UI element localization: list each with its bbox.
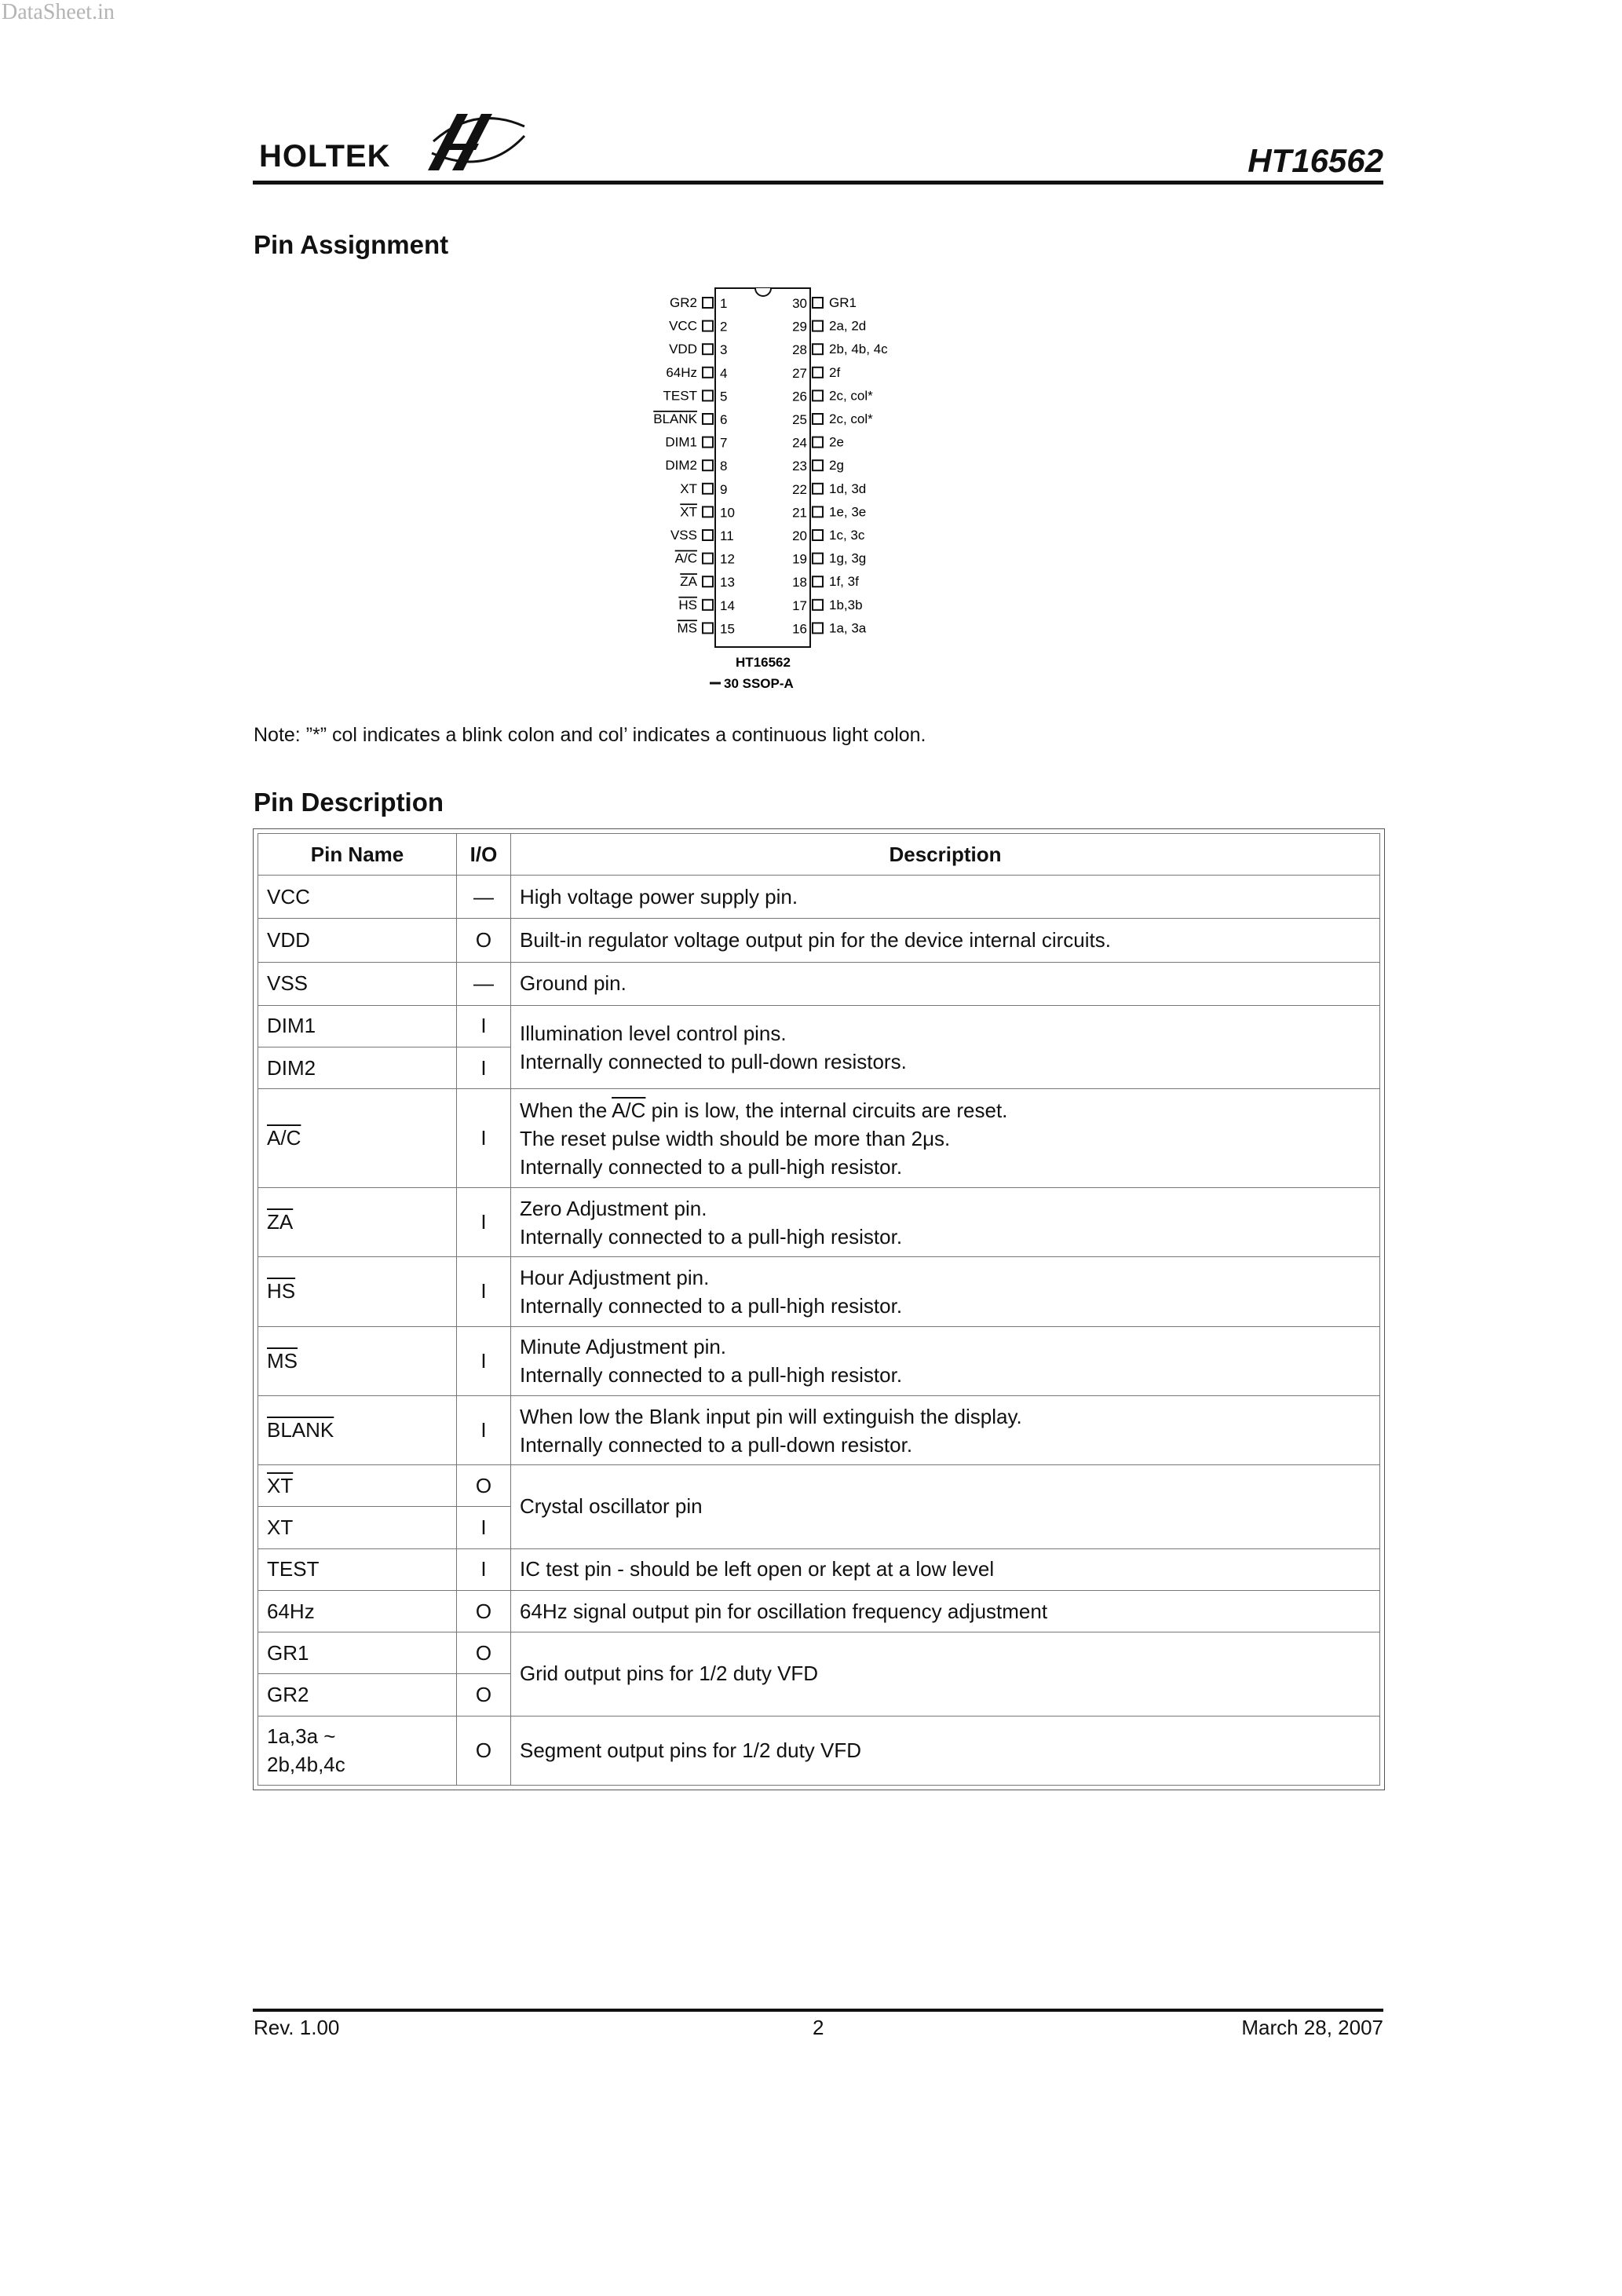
pin-pad — [813, 344, 823, 354]
pin-label: VDD — [669, 342, 697, 357]
pin-desc: Crystal oscillator pin — [511, 1465, 1380, 1548]
pin-desc-line — [520, 1096, 1371, 1124]
ic-pin-20 — [792, 528, 865, 543]
pin-io: O — [457, 1674, 511, 1716]
pin-label: BLANK — [653, 411, 697, 426]
table-row — [258, 1548, 1380, 1590]
pin-desc — [511, 1089, 1380, 1188]
pin-name — [258, 1716, 457, 1785]
logo-text: HOLTEK — [259, 139, 391, 174]
pin-name-line: 1a,3a ~ — [267, 1724, 336, 1749]
ic-pin-26 — [792, 388, 873, 404]
pin-number: 11 — [720, 528, 734, 543]
pin-desc: Ground pin. — [511, 962, 1380, 1005]
pin-io: I — [457, 1005, 511, 1047]
pin-desc-line: Zero Adjustment pin. — [520, 1196, 707, 1220]
pin-number: 24 — [792, 435, 807, 451]
pin-name — [258, 1187, 457, 1256]
pin-number: 19 — [792, 551, 807, 567]
pin-number: 21 — [792, 505, 807, 521]
package-label: 30 SSOP-A — [724, 676, 794, 691]
ic-pin-27 — [792, 365, 840, 381]
ic-notch — [755, 288, 771, 296]
pin-desc: Grid output pins for 1/2 duty VFD — [511, 1632, 1380, 1716]
ic-pin-7 — [665, 435, 727, 451]
pin-pad — [813, 460, 823, 470]
ic-pin-5 — [663, 388, 728, 404]
table-row — [258, 1005, 1380, 1047]
pin-label: 1a, 3a — [829, 620, 867, 636]
pin-desc-line: The reset pulse width should be more than 2μs. — [520, 1126, 951, 1150]
ic-pin-30 — [792, 295, 857, 311]
pin-desc: High voltage power supply pin. — [511, 876, 1380, 919]
ic-pin-22 — [792, 481, 866, 497]
ic-pin-18 — [792, 574, 859, 590]
right-pins — [792, 295, 888, 636]
pin-number: 16 — [792, 621, 807, 637]
pin-pad — [813, 554, 823, 564]
ic-pin-12 — [675, 551, 735, 567]
pin-name: GR2 — [258, 1674, 457, 1716]
table-row — [258, 876, 1380, 919]
pin-name: 64Hz — [258, 1590, 457, 1632]
pin-desc: Segment output pins for 1/2 duty VFD — [511, 1716, 1380, 1785]
pin-pad — [813, 390, 823, 400]
ic-pin-9 — [680, 481, 727, 497]
pin-number: 17 — [792, 598, 807, 613]
pin-label: 2f — [829, 364, 841, 380]
pin-label: 2b, 4b, 4c — [829, 342, 888, 357]
pin-io: — — [457, 876, 511, 919]
pin-label: XT — [680, 504, 697, 520]
pin-desc-overline: A/C — [612, 1098, 646, 1122]
pin-label: VCC — [669, 318, 697, 334]
pin-pad — [703, 298, 713, 308]
pin-label: MS — [677, 620, 697, 636]
table-row — [258, 1187, 1380, 1256]
pin-io: I — [457, 1187, 511, 1256]
pin-number: 1 — [720, 296, 728, 311]
ic-pin-21 — [792, 504, 866, 520]
table-row — [258, 919, 1380, 962]
footer-page-number: 2 — [813, 2016, 824, 2039]
pin-label: GR1 — [829, 295, 857, 310]
pin-pad — [703, 506, 713, 517]
ic-pin-1 — [670, 295, 727, 311]
pin-label: 1b,3b — [829, 597, 863, 612]
pin-pad — [703, 600, 713, 610]
pin-name-line: 2b,4b,4c — [267, 1753, 345, 1777]
pin-label: 1c, 3c — [829, 528, 865, 543]
pin-desc — [511, 1005, 1380, 1088]
left-pins — [653, 295, 735, 636]
ic-pin-4 — [666, 365, 727, 381]
pin-pad — [703, 460, 713, 470]
pin-desc: 64Hz signal output pin for oscillation frequency adjustment — [511, 1590, 1380, 1632]
pin-number: 12 — [720, 551, 735, 567]
pin-pad — [703, 623, 713, 633]
pin-io: I — [457, 1395, 511, 1464]
pin-number: 13 — [720, 575, 735, 590]
pin-io: I — [457, 1089, 511, 1188]
pin-name-overline: $\overline{XT}$ — [267, 1473, 294, 1497]
pin-desc: Built-in regulator voltage output pin for the device internal circuits. — [511, 919, 1380, 962]
pin-desc-line: When low the Blank input pin will extinguish the display. — [520, 1404, 1022, 1428]
pin-name: DIM2 — [258, 1047, 457, 1089]
note-text: Note: ”*” col indicates a blink colon and col’ indicates a continuous light colon. — [254, 724, 926, 746]
ic-pin-14 — [678, 598, 735, 613]
pin-description-heading: Pin Description — [254, 788, 444, 817]
pin-pad — [703, 530, 713, 540]
pin-label: 2a, 2d — [829, 318, 867, 334]
pin-number: 28 — [792, 342, 807, 358]
ic-pin-13 — [680, 574, 735, 590]
pin-desc-text: When the — [520, 1098, 612, 1122]
pin-name — [258, 1326, 457, 1395]
pin-name-overline: BLANK — [267, 1418, 334, 1442]
pin-pad — [703, 437, 713, 448]
pin-label: GR2 — [670, 295, 697, 310]
ic-pin-6 — [653, 411, 727, 427]
pin-desc-line: Internally connected to a pull-high resistor. — [520, 1154, 903, 1179]
footer-revision: Rev. 1.00 — [254, 2016, 340, 2039]
pin-assignment-heading: Pin Assignment — [254, 230, 449, 259]
pin-pad — [813, 367, 823, 378]
package-part-label: HT16562 — [736, 655, 791, 670]
pin-io: I — [457, 1047, 511, 1089]
pin-number: 14 — [720, 598, 735, 613]
pin-label: VSS — [670, 528, 697, 543]
table-row — [258, 1326, 1380, 1395]
pin-label: DIM1 — [665, 434, 697, 450]
pin-label: 1f, 3f — [829, 574, 859, 590]
header-description: Description — [511, 834, 1380, 876]
header-pin-name: Pin Name — [258, 834, 457, 876]
ic-pin-16 — [792, 620, 867, 636]
pin-desc — [511, 1395, 1380, 1464]
pin-name: VSS — [258, 962, 457, 1005]
pin-label: ZA — [680, 574, 697, 590]
pin-name — [258, 1257, 457, 1326]
pin-number: 7 — [720, 435, 728, 451]
pin-number: 29 — [792, 319, 807, 335]
pin-desc-line: Illumination level control pins. — [520, 1021, 787, 1045]
pin-name — [258, 1089, 457, 1188]
pin-number: 20 — [792, 528, 807, 543]
pin-io: O — [457, 1590, 511, 1632]
pin-pad — [813, 484, 823, 494]
ic-pin-15 — [678, 620, 735, 636]
pin-pad — [703, 554, 713, 564]
pin-number: 8 — [720, 459, 728, 474]
pin-number: 30 — [792, 296, 807, 311]
pin-name: TEST — [258, 1548, 457, 1590]
watermark: DataSheet.in — [2, 0, 115, 24]
pin-number: 9 — [720, 481, 728, 497]
pin-name: VCC — [258, 876, 457, 919]
ic-pin-23 — [792, 458, 844, 473]
ic-pin-24 — [792, 435, 844, 451]
pin-number: 15 — [720, 621, 735, 637]
table-header-row — [258, 834, 1380, 876]
pin-number: 18 — [792, 575, 807, 590]
table-row — [258, 1395, 1380, 1464]
pin-desc-text: pin is low, the internal circuits are reset. — [645, 1098, 1008, 1122]
pin-name-overline: $\overline{ZA}$ — [267, 1210, 294, 1234]
header-io: I/O — [457, 834, 511, 876]
pin-desc-line: Internally connected to a pull-high resistor. — [520, 1363, 903, 1387]
pin-label: 2c, col* — [829, 388, 873, 404]
pin-name: XT — [258, 1507, 457, 1548]
pin-name: VDD — [258, 919, 457, 962]
pin-io: O — [457, 1632, 511, 1674]
pin-desc — [511, 1187, 1380, 1256]
pin-number: 4 — [720, 365, 728, 381]
pin-pad — [703, 390, 713, 400]
pin-io: — — [457, 962, 511, 1005]
ic-pin-29 — [792, 319, 866, 335]
pin-pad — [703, 344, 713, 354]
table-row — [258, 1465, 1380, 1507]
footer-rule — [253, 2009, 1383, 2012]
pin-number: 2 — [720, 319, 728, 335]
pin-pad — [703, 367, 713, 378]
pin-label: DIM2 — [665, 458, 697, 473]
ic-pin-11 — [670, 528, 734, 543]
pin-pad — [813, 576, 823, 587]
pin-io: I — [457, 1507, 511, 1548]
pin-io: O — [457, 1465, 511, 1507]
pin-label: 2g — [829, 458, 844, 473]
pin-pad — [703, 414, 713, 424]
pin-desc-line: Hour Adjustment pin. — [520, 1265, 710, 1289]
pin-desc-line: Internally connected to pull-down resistors. — [520, 1049, 907, 1073]
pin-name-overline: A/C — [267, 1126, 301, 1150]
pin-name-overline: $\overline{HS}$ — [267, 1279, 296, 1303]
ic-pin-25 — [792, 411, 873, 427]
footer-date: March 28, 2007 — [1241, 2016, 1383, 2039]
pin-number: 3 — [720, 342, 728, 358]
pin-io: I — [457, 1548, 511, 1590]
part-number: HT16562 — [1248, 142, 1383, 179]
pin-io: O — [457, 1716, 511, 1785]
ic-pin-10 — [680, 504, 735, 520]
pin-name-overline: $\overline{MS}$ — [267, 1348, 298, 1373]
page-header — [253, 90, 1383, 185]
pin-label: XT — [680, 481, 697, 496]
pin-label: HS — [678, 597, 697, 612]
ic-pin-19 — [792, 551, 866, 567]
pin-pad — [813, 321, 823, 331]
pin-label: 1g, 3g — [829, 550, 867, 566]
ic-pin-2 — [669, 319, 727, 335]
pin-assignment-diagram — [628, 279, 958, 699]
pin-label: 1e, 3e — [829, 504, 867, 520]
pin-label: 1d, 3d — [829, 481, 867, 496]
pin-pad — [703, 576, 713, 587]
pin-number: 10 — [720, 505, 735, 521]
pin-name: GR1 — [258, 1632, 457, 1674]
pin-desc-line: Internally connected to a pull-high resistor. — [520, 1224, 903, 1249]
pin-desc: IC test pin - should be left open or kept at a low level — [511, 1548, 1380, 1590]
pin-desc-line: Internally connected to a pull-down resistor. — [520, 1432, 913, 1457]
pin-name — [258, 1465, 457, 1507]
pin-number: 23 — [792, 459, 807, 474]
pin-label: 2c, col* — [829, 411, 873, 426]
pin-name — [258, 1395, 457, 1464]
pin-desc — [511, 1257, 1380, 1326]
pin-pad — [813, 623, 823, 633]
pin-pad — [813, 506, 823, 517]
pin-label: TEST — [663, 388, 697, 404]
table-row — [258, 1257, 1380, 1326]
pin-name: DIM1 — [258, 1005, 457, 1047]
table-row — [258, 1716, 1380, 1785]
pin-description-table — [253, 828, 1385, 1790]
pin-number: 27 — [792, 365, 807, 381]
pin-io: I — [457, 1326, 511, 1395]
pin-number: 6 — [720, 412, 728, 427]
pin-pad — [813, 530, 823, 540]
pin-desc-line: Minute Adjustment pin. — [520, 1335, 727, 1359]
pin-label: 2e — [829, 434, 844, 450]
pin-label: 64Hz — [666, 364, 697, 380]
pin-pad — [813, 600, 823, 610]
table-row — [258, 1089, 1380, 1188]
table-row — [258, 1590, 1380, 1632]
ic-pin-3 — [669, 342, 727, 357]
pin-number: 5 — [720, 389, 728, 404]
pin-desc — [511, 1326, 1380, 1395]
pin-io: I — [457, 1257, 511, 1326]
pin-pad — [813, 298, 823, 308]
pin-io: O — [457, 919, 511, 962]
pin-number: 25 — [792, 412, 807, 427]
header-rule — [253, 181, 1383, 185]
pin-pad — [703, 484, 713, 494]
ic-pin-28 — [792, 342, 888, 357]
pin-pad — [813, 437, 823, 448]
pin-number: 22 — [792, 481, 807, 497]
table-row — [258, 962, 1380, 1005]
table-row — [258, 1632, 1380, 1674]
pin-desc-line: Internally connected to a pull-high resistor. — [520, 1293, 903, 1318]
pin-pad — [703, 321, 713, 331]
ic-pin-8 — [665, 458, 727, 473]
pin-number: 26 — [792, 389, 807, 404]
pin-label: A/C — [674, 550, 697, 566]
ic-pin-17 — [792, 598, 862, 613]
pin-pad — [813, 414, 823, 424]
